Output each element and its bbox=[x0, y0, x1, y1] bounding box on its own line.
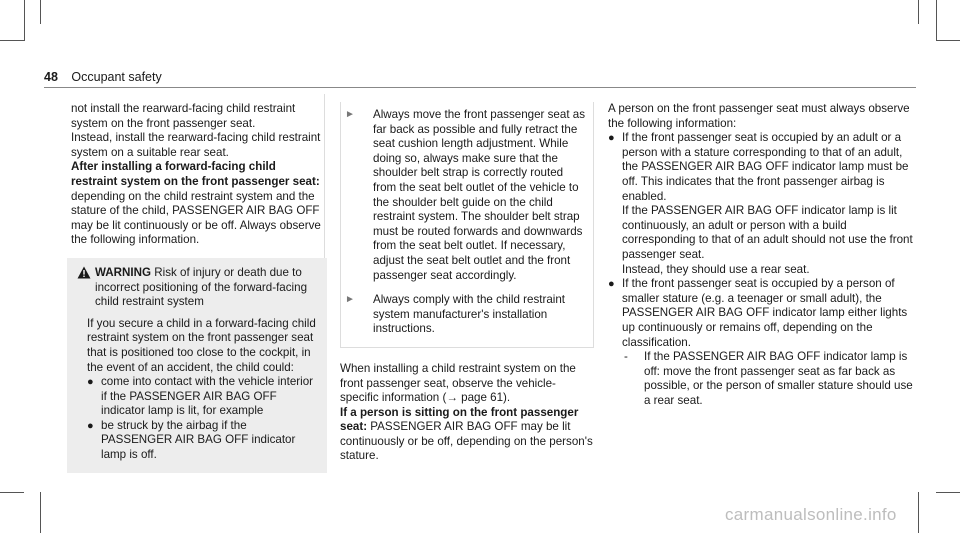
crop-mark bbox=[0, 492, 24, 493]
bullet-icon: ● bbox=[608, 132, 615, 145]
list-item-text: If the front passenger seat is occupied by an adult or a person with a stature corresponding to that of an adult, the PASSENGER AIR BAG OFF indicator lamp must be off. This indicates that the front passenger airbag is enabled. bbox=[622, 131, 909, 203]
list-item-text: If the PASSENGER AIR BAG OFF indicator lamp is lit continuously, an adult or person with a build corresponding to that of an adult should not use the front passenger seat. bbox=[622, 204, 913, 261]
header-rule bbox=[44, 87, 916, 88]
crop-mark bbox=[936, 492, 960, 493]
bold-lead: If a person is sitting on the front passenger seat: bbox=[340, 405, 579, 434]
paragraph-text: depending on the child restraint system and the stature of the child, PASSENGER AIR BAG OFF may be lit continuously or be off. Always observe the following information. bbox=[71, 189, 321, 247]
page-number: 48 bbox=[44, 70, 58, 84]
list-item-text: Always move the front passenger seat as far back as possible and fully retract the seat cushion length adjustment. While doing so, always make sure that the shoulder belt strap is correctly routed from the seat belt outlet of the vehicle to the shoulder belt guide on the child restraint system. The shoulder belt strap must be routed forwards and downwards from the seat belt outlet. If necessary, adjust the seat belt outlet and the front passenger seat accordingly. bbox=[373, 108, 586, 282]
list-item bbox=[87, 375, 317, 419]
list-item-text: If the front passenger seat is occupied by a person of smaller stature (e.g. a teenager or small adult), the PASSENGER AIR BAG OFF indicator lamp either lights up continuously or remains off, depending on the classification. bbox=[622, 277, 908, 349]
column-middle bbox=[340, 102, 594, 464]
paragraph: A person on the front passenger seat must always observe the following information: bbox=[608, 102, 910, 130]
sub-list-item-text: If the PASSENGER AIR BAG OFF indicator lamp is off: move the front passenger seat as far back as possible, or the person of smaller stature should use a rear seat. bbox=[644, 350, 913, 407]
column-right bbox=[608, 102, 913, 408]
bullet-icon: ● bbox=[608, 278, 615, 291]
warning-triangle-icon bbox=[77, 266, 95, 310]
page-header bbox=[44, 70, 162, 84]
paragraph: When installing a child restraint system on the front passenger seat, observe the vehicle-specific information (→ page 61). bbox=[340, 361, 576, 405]
warning-box bbox=[67, 258, 327, 473]
bullet-icon: ● bbox=[87, 419, 94, 432]
list-item bbox=[87, 419, 317, 463]
warning-body bbox=[77, 317, 317, 463]
crop-mark bbox=[24, 0, 25, 41]
crop-mark bbox=[40, 0, 41, 24]
crop-mark bbox=[936, 0, 937, 41]
warning-subtitle: Risk of injury or death due to incorrect positioning of the forward-facing child restraint system bbox=[95, 265, 308, 309]
column-left bbox=[71, 102, 321, 473]
paragraph bbox=[71, 160, 321, 248]
list-item-content bbox=[622, 277, 913, 350]
watermark: carmanualsonline.info bbox=[725, 505, 897, 524]
list-item-text: Always comply with the child restraint system manufacturer's installation instructions. bbox=[373, 293, 566, 336]
list-item bbox=[608, 131, 913, 277]
arrow-right-icon: ► bbox=[345, 294, 355, 306]
warning-title-text bbox=[95, 266, 317, 310]
warning-title: WARNING bbox=[95, 265, 152, 279]
arrow-right-icon: ► bbox=[345, 109, 355, 120]
list-item bbox=[341, 293, 589, 337]
crop-mark bbox=[0, 40, 24, 41]
crop-mark bbox=[40, 492, 41, 533]
sub-list-item bbox=[608, 350, 913, 408]
crop-mark bbox=[918, 0, 919, 24]
crop-mark bbox=[918, 492, 919, 533]
paragraph bbox=[340, 406, 594, 464]
paragraph: Instead, install the rearward-facing child restraint system on a suitable rear seat. bbox=[71, 131, 321, 159]
bold-lead: After installing a forward-facing child restraint system on the front passenger seat: bbox=[71, 160, 320, 188]
list-item-text: be struck by the airbag if the PASSENGER AIR BAG OFF indicator lamp is off. bbox=[101, 418, 296, 462]
instruction-box bbox=[340, 102, 594, 348]
warning-header bbox=[77, 266, 317, 310]
list-item bbox=[341, 108, 589, 283]
list-item-text: Instead, they should use a rear seat. bbox=[622, 262, 810, 276]
bullet-icon: ● bbox=[87, 376, 94, 389]
paragraph: If you secure a child in a forward-facing child restraint system on the front passenger seat that is positioned too close to the cockpit, in the event of an accident, the child could: bbox=[87, 316, 316, 374]
list-item-text: come into contact with the vehicle interior if the PASSENGER AIR BAG OFF indicator lamp is lit, for example bbox=[101, 375, 314, 418]
dash-icon: - bbox=[624, 350, 628, 364]
crop-mark bbox=[936, 40, 960, 41]
list-item bbox=[608, 277, 913, 350]
section-title: Occupant safety bbox=[71, 70, 162, 84]
list-item-content bbox=[622, 131, 913, 277]
paragraph-text: PASSENGER AIR BAG OFF may be lit continuously or be off, depending on the person's stature. bbox=[340, 420, 593, 463]
paragraph: not install the rearward-facing child restraint system on the front passenger seat. bbox=[71, 102, 296, 130]
